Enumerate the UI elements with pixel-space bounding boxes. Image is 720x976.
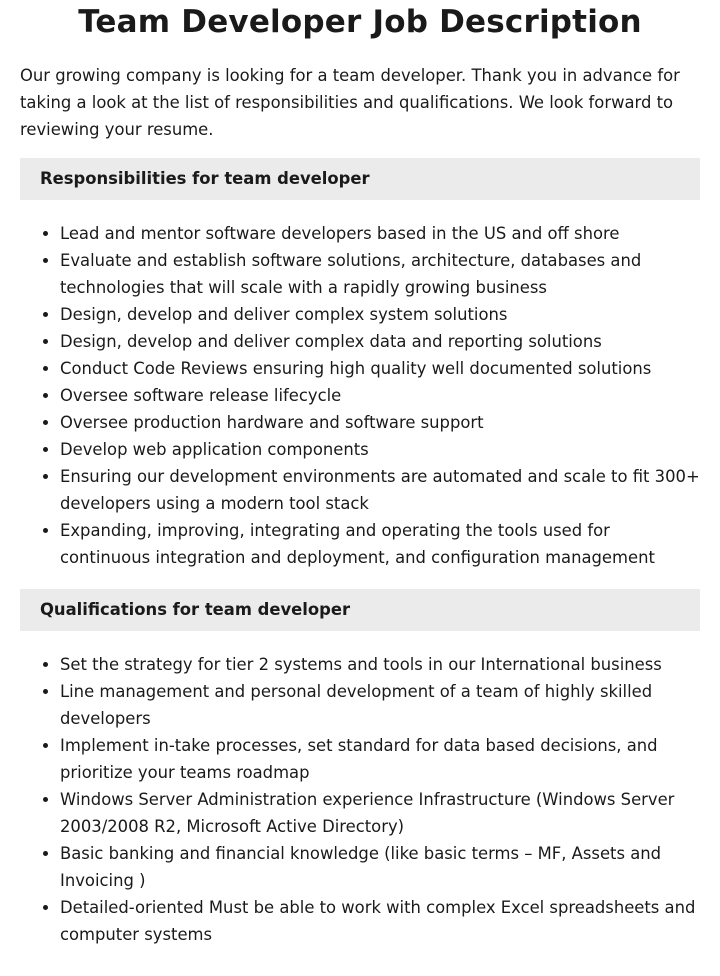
list-item: • Expanding, improving, integrating and operating the tools used for continuous integration and deployment, and configuration management xyxy=(60,517,700,571)
qualifications-heading: Qualifications for team developer xyxy=(20,589,700,631)
list-item: • Design, develop and deliver complex system solutions xyxy=(60,301,700,328)
qualifications-list xyxy=(20,651,700,948)
list-item: • Conduct Code Reviews ensuring high quality well documented solutions xyxy=(60,355,700,382)
list-item: • Evaluate and establish software solutions, architecture, databases and technologies that will scale with a rapidly growing business xyxy=(60,247,700,301)
page-title: Team Developer Job Description xyxy=(78,4,642,40)
list-item: • Ensuring our development environments are automated and scale to fit 300+ developers using a modern tool stack xyxy=(60,463,700,517)
list-item: • Oversee software release lifecycle xyxy=(60,382,700,409)
intro-paragraph: Our growing company is looking for a team developer. Thank you in advance for taking a look at the list of responsibilities and qualifications. We look forward to reviewing your resume. xyxy=(20,66,680,139)
list-item: • Implement in-take processes, set standard for data based decisions, and prioritize your teams roadmap xyxy=(60,732,700,786)
list-item: • Windows Server Administration experience Infrastructure (Windows Server 2003/2008 R2, Microsoft Active Directory) xyxy=(60,786,700,840)
responsibilities-list xyxy=(20,220,700,571)
list-item: • Design, develop and deliver complex data and reporting solutions xyxy=(60,328,700,355)
responsibilities-heading: Responsibilities for team developer xyxy=(20,158,700,200)
list-item: • Line management and personal development of a team of highly skilled developers xyxy=(60,678,700,732)
list-item: • Basic banking and financial knowledge (like basic terms – MF, Assets and Invoicing ) xyxy=(60,840,700,894)
list-item: • Oversee production hardware and software support xyxy=(60,409,700,436)
list-item: • Develop web application components xyxy=(60,436,700,463)
list-item: • Lead and mentor software developers based in the US and off shore xyxy=(60,220,700,247)
list-item: • Detailed-oriented Must be able to work with complex Excel spreadsheets and computer systems xyxy=(60,894,700,948)
list-item: • Set the strategy for tier 2 systems and tools in our International business xyxy=(60,651,700,678)
